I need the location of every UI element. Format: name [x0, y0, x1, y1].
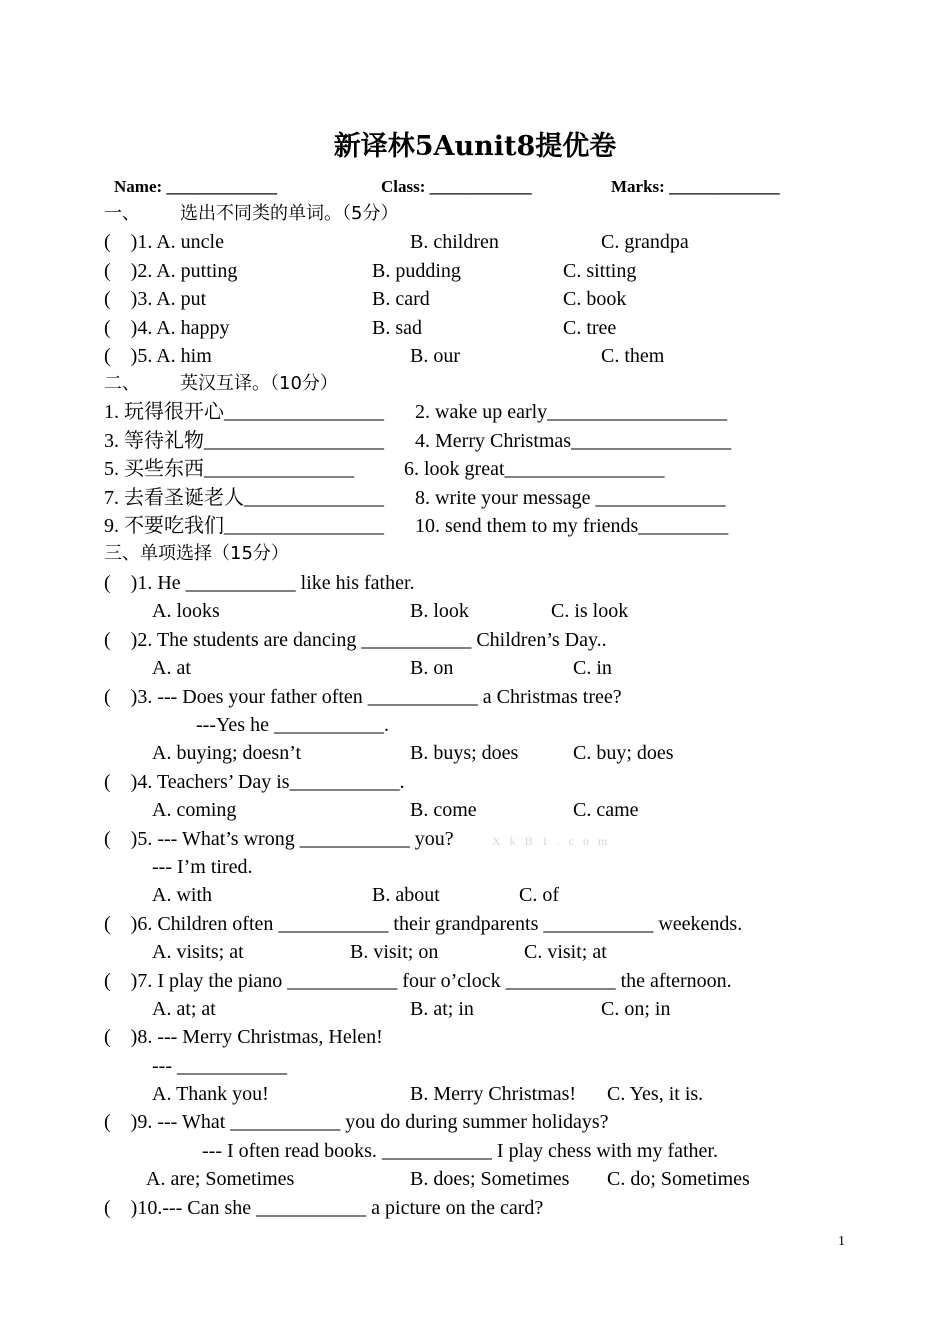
s3-q7-stem: ( )7. I play the piano ___________ four o’clock ___________ the afternoon.	[104, 970, 732, 992]
s3-q8-b: B. Merry Christmas!	[410, 1083, 577, 1105]
s2-item-4: 4. Merry Christmas________________	[415, 430, 732, 452]
name-field-label: Name: _____________	[114, 177, 277, 196]
s3-q9-a: A. are; Sometimes	[146, 1168, 295, 1190]
s3-q9-c: C. do; Sometimes	[607, 1168, 750, 1190]
s3-q8-reply: --- ___________	[152, 1055, 287, 1077]
s3-q6-stem: ( )6. Children often ___________ their grandparents ___________ weekends.	[104, 913, 743, 935]
section1-number: 一、	[104, 203, 140, 224]
watermark-text: X k B 1 . c o m	[492, 834, 611, 848]
s1-q4: ( )4. A. happy	[104, 317, 230, 339]
s2-item-3: 3. 等待礼物__________________	[104, 430, 384, 452]
s1-q3-c: C. book	[563, 288, 627, 310]
page-number: 1	[838, 1234, 845, 1249]
s1-q1-c: C. grandpa	[601, 231, 689, 253]
s3-q8-stem: ( )8. --- Merry Christmas, Helen!	[104, 1026, 383, 1048]
s3-q7-c: C. on; in	[601, 998, 671, 1020]
s2-item-8: 8. write your message _____________	[415, 487, 726, 509]
s3-q7-b: B. at; in	[410, 998, 474, 1020]
s1-q1: ( )1. A. uncle	[104, 231, 224, 253]
s3-q3-a: A. buying; doesn’t	[152, 742, 302, 764]
s2-item-6: 6. look great________________	[404, 458, 665, 480]
s3-q4-c: C. came	[573, 799, 639, 821]
s3-q1-b: B. look	[410, 600, 469, 622]
section1-heading: 选出不同类的单词。（5分）	[180, 203, 399, 224]
s1-q3-b: B. card	[372, 288, 430, 310]
section2-heading: 英汉互译。（10分）	[180, 373, 338, 394]
s2-item-5: 5. 买些东西_______________	[104, 458, 354, 480]
s3-q10-stem: ( )10.--- Can she ___________ a picture on the card?	[104, 1197, 544, 1219]
s3-q3-b: B. buys; does	[410, 742, 519, 764]
s3-q8-c: C. Yes, it is.	[607, 1083, 704, 1105]
s3-q6-b: B. visit; on	[350, 941, 439, 963]
s3-q4-b: B. come	[410, 799, 477, 821]
s3-q6-a: A. visits; at	[152, 941, 244, 963]
s2-item-7: 7. 去看圣诞老人______________	[104, 487, 384, 509]
s3-q1-a: A. looks	[152, 600, 220, 622]
s3-q9-b: B. does; Sometimes	[410, 1168, 570, 1190]
s1-q5-b: B. our	[410, 345, 460, 367]
s1-q2: ( )2. A. putting	[104, 260, 238, 282]
s3-q4-a: A. coming	[152, 799, 237, 821]
s3-q4-stem: ( )4. Teachers’ Day is___________.	[104, 771, 405, 793]
s2-item-1: 1. 玩得很开心________________	[104, 401, 384, 423]
s3-q2-stem: ( )2. The students are dancing ___________ Children’s Day..	[104, 629, 607, 651]
s3-q2-a: A. at	[152, 657, 191, 679]
s2-item-9: 9. 不要吃我们________________	[104, 515, 384, 537]
s3-q5-reply: --- I’m tired.	[152, 856, 253, 878]
s2-item-10: 10. send them to my friends_________	[415, 515, 729, 537]
s1-q1-b: B. children	[410, 231, 499, 253]
class-field-label: Class: ____________	[381, 177, 532, 196]
marks-field-label: Marks: _____________	[611, 177, 780, 196]
section2-number: 二、	[104, 373, 140, 394]
page-title: 新译林5Aunit8提优卷	[333, 131, 617, 162]
s3-q2-c: C. in	[573, 657, 612, 679]
s1-q4-b: B. sad	[372, 317, 422, 339]
s3-q9-reply: --- I often read books. ___________ I play chess with my father.	[202, 1140, 718, 1162]
s3-q5-b: B. about	[372, 884, 440, 906]
s1-q5: ( )5. A. him	[104, 345, 212, 367]
s1-q2-c: C. sitting	[563, 260, 637, 282]
s3-q5-a: A. with	[152, 884, 212, 906]
s3-q1-c: C. is look	[551, 600, 629, 622]
s2-item-2: 2. wake up early__________________	[415, 401, 728, 423]
s3-q3-reply: ---Yes he ___________.	[196, 714, 389, 736]
s3-q3-stem: ( )3. --- Does your father often ___________ a Christmas tree?	[104, 686, 622, 708]
section3-heading: 三、单项选择（15分）	[104, 543, 289, 564]
s3-q1-stem: ( )1. He ___________ like his father.	[104, 572, 415, 594]
s1-q5-c: C. them	[601, 345, 665, 367]
s3-q2-b: B. on	[410, 657, 454, 679]
s3-q3-c: C. buy; does	[573, 742, 674, 764]
s1-q3: ( )3. A. put	[104, 288, 207, 310]
s1-q2-b: B. pudding	[372, 260, 461, 282]
s3-q5-stem: ( )5. --- What’s wrong ___________ you?	[104, 828, 454, 850]
s3-q9-stem: ( )9. --- What ___________ you do during summer holidays?	[104, 1111, 609, 1133]
s3-q5-c: C. of	[519, 884, 559, 906]
s3-q7-a: A. at; at	[152, 998, 216, 1020]
s3-q8-a: A. Thank you!	[152, 1083, 269, 1105]
s3-q6-c: C. visit; at	[524, 941, 607, 963]
s1-q4-c: C. tree	[563, 317, 617, 339]
